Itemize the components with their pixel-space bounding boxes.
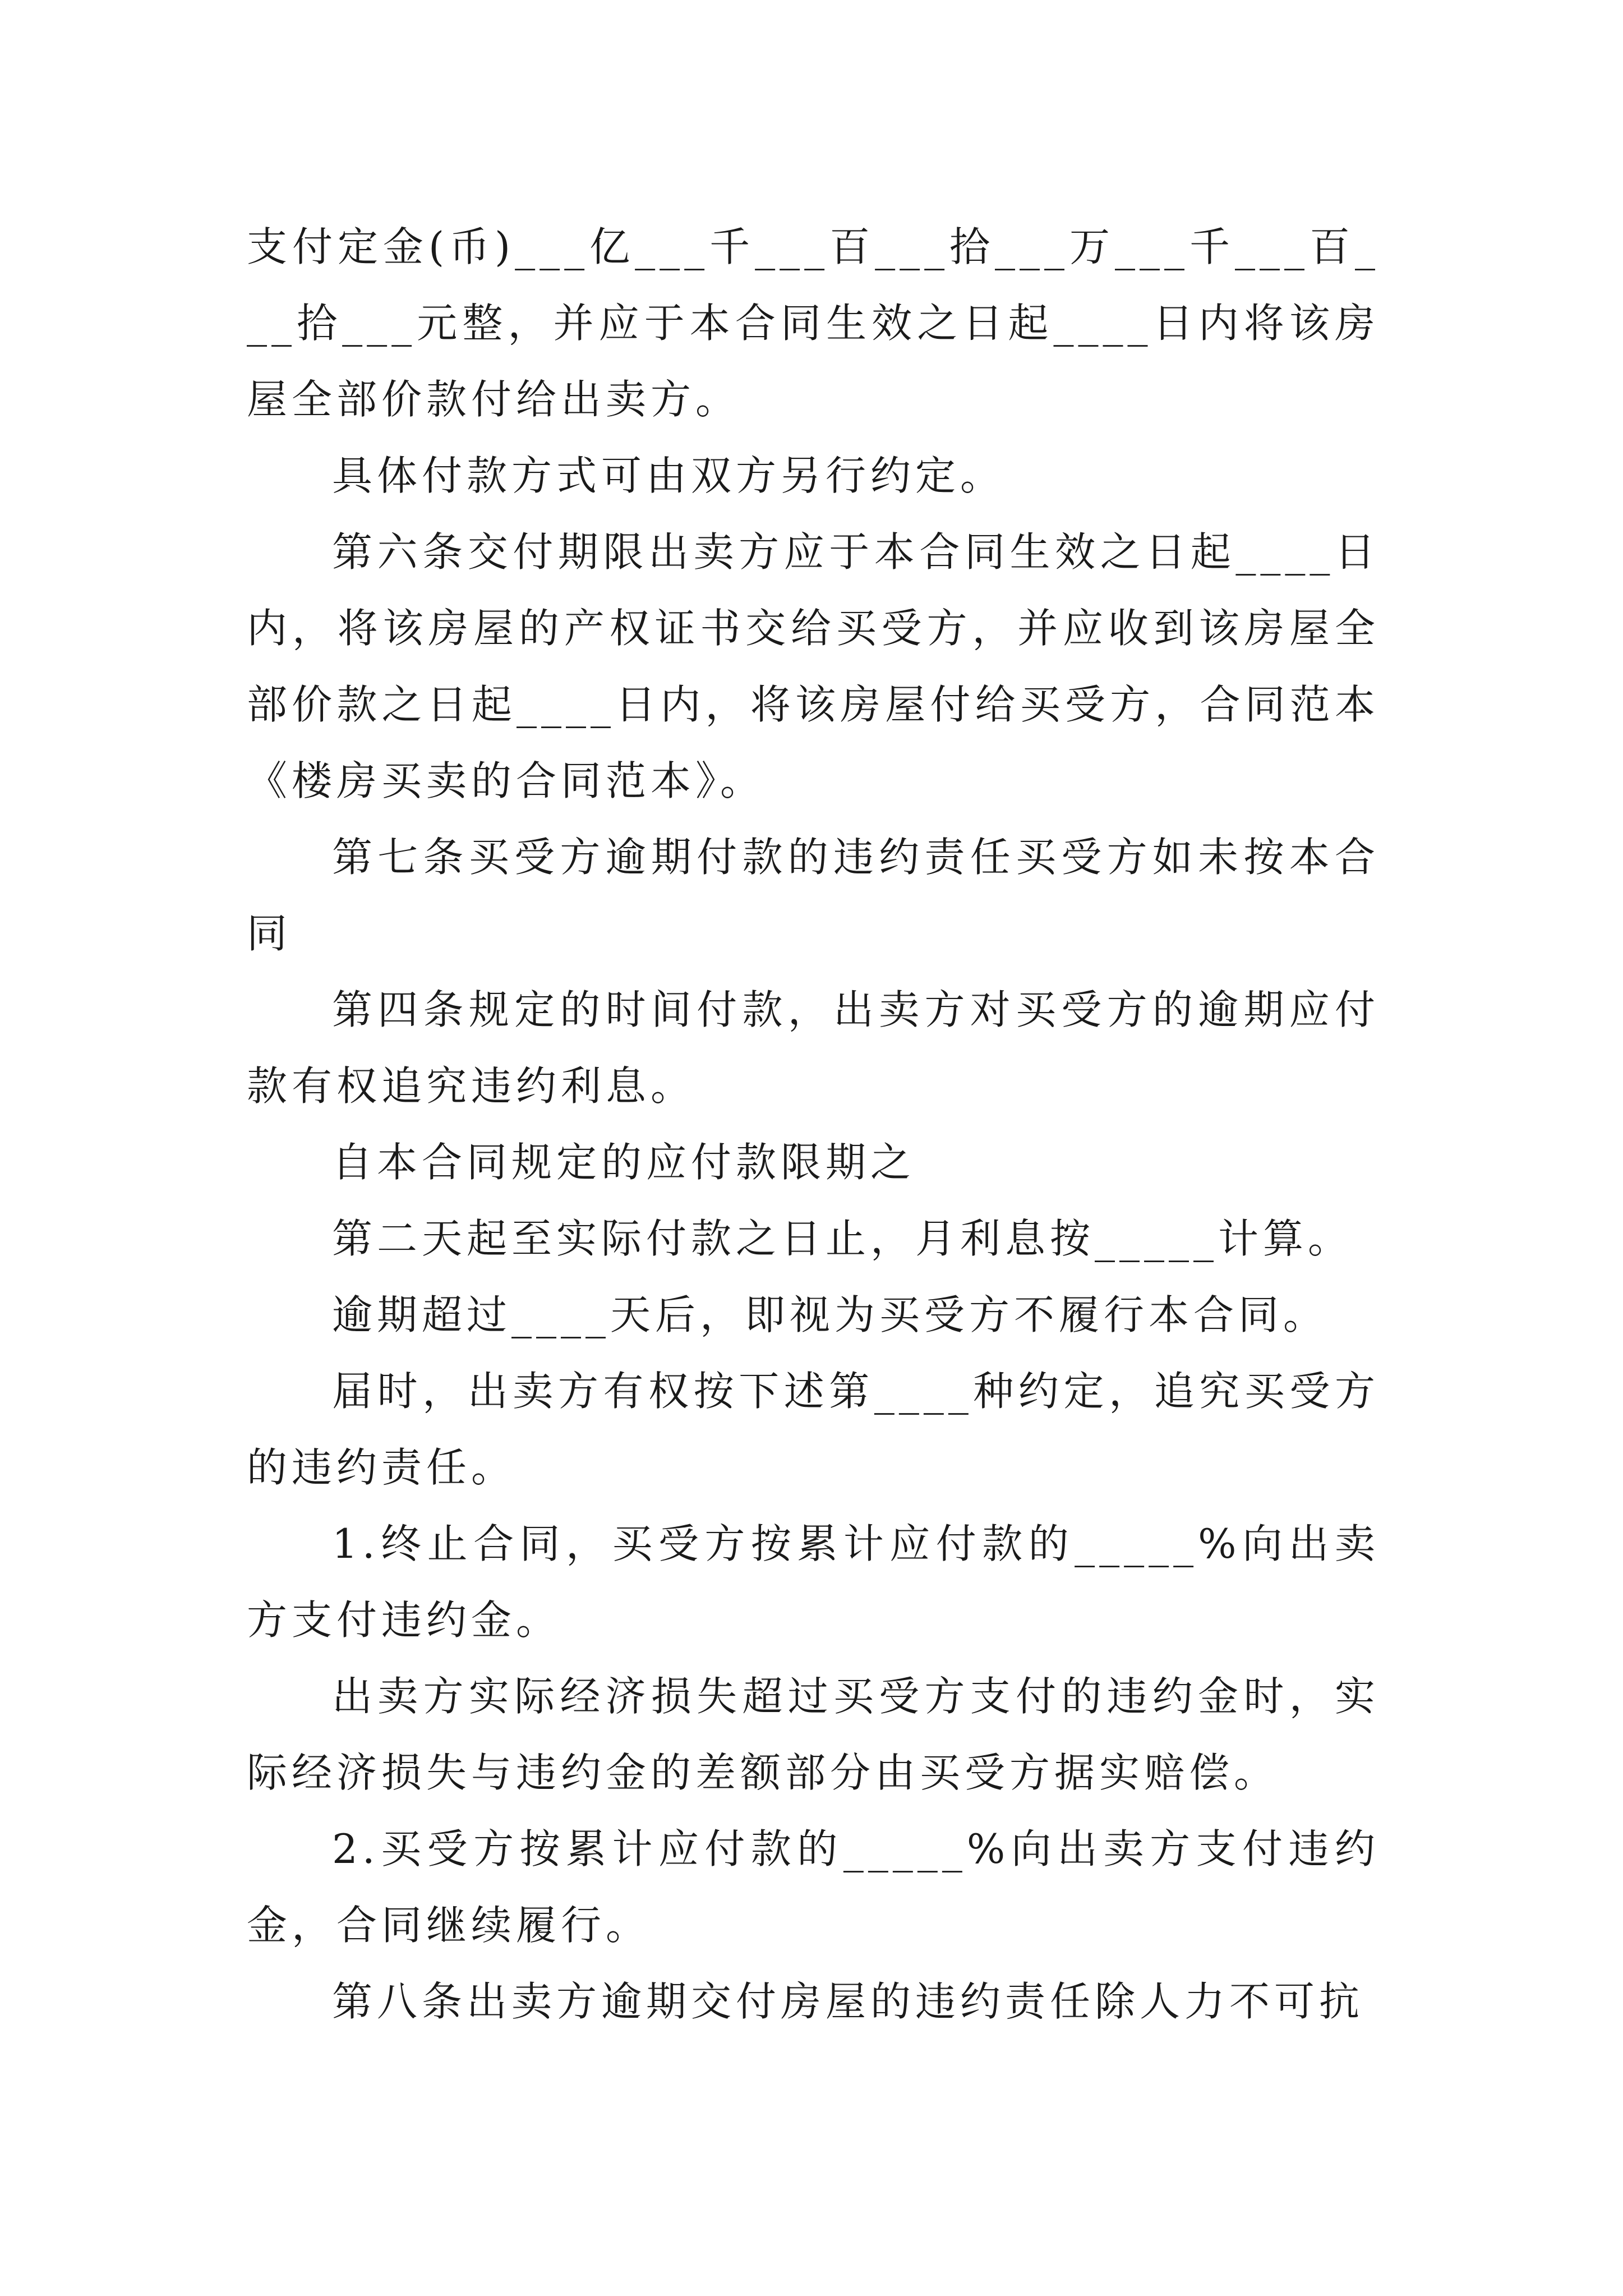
paragraph-monthly-interest: 第二天起至实际付款之日止，月利息按_____计算。	[332, 1215, 1353, 1262]
paragraph-liability-option: 届时，出卖方有权按下述第____种约定，追究买受方的违约责任。	[247, 1368, 1380, 1491]
paragraph-article-7: 第七条买受方逾期付款的违约责任买受方如未按本合同	[247, 834, 1380, 957]
paragraph-article-8: 第八条出卖方逾期交付房屋的违约责任除人力不可抗	[332, 1978, 1364, 2025]
paragraph-overdue-days: 逾期超过____天后，即视为买受方不履行本合同。	[332, 1291, 1329, 1338]
paragraph-deposit-payment: 支付定金(币)___亿___千___百___拾___万___千___百___拾___元整，并应于本合同生效之日起____日内将该房屋全部价款付给出卖方。	[247, 223, 1380, 423]
paragraph-payment-method: 具体付款方式可由双方另行约定。	[332, 452, 1006, 499]
paragraph-article-6: 第六条交付期限出卖方应于本合同生效之日起____日内，将该房屋的产权证书交给买受方，并应收到该房屋全部价款之日起____日内，将该房屋付给买受方，合同范本《楼房买卖的合同范本》。	[247, 528, 1380, 804]
paragraph-option-2: 2.买受方按累计应付款的_____%向出卖方支付违约金，合同继续履行。	[247, 1825, 1380, 1949]
paragraph-option-1: 1.终止合同，买受方按累计应付款的_____%向出卖方支付违约金。	[247, 1520, 1380, 1644]
paragraph-actual-loss: 出卖方实际经济损失超过买受方支付的违约金时，实际经济损失与违约金的差额部分由买受方据实赔偿。	[247, 1673, 1380, 1796]
paragraph-article-4-reference: 第四条规定的时间付款，出卖方对买受方的逾期应付款有权追究违约利息。	[247, 986, 1380, 1110]
paragraph-payment-deadline: 自本合同规定的应付款限期之	[332, 1139, 916, 1186]
document-body	[247, 209, 1380, 2040]
